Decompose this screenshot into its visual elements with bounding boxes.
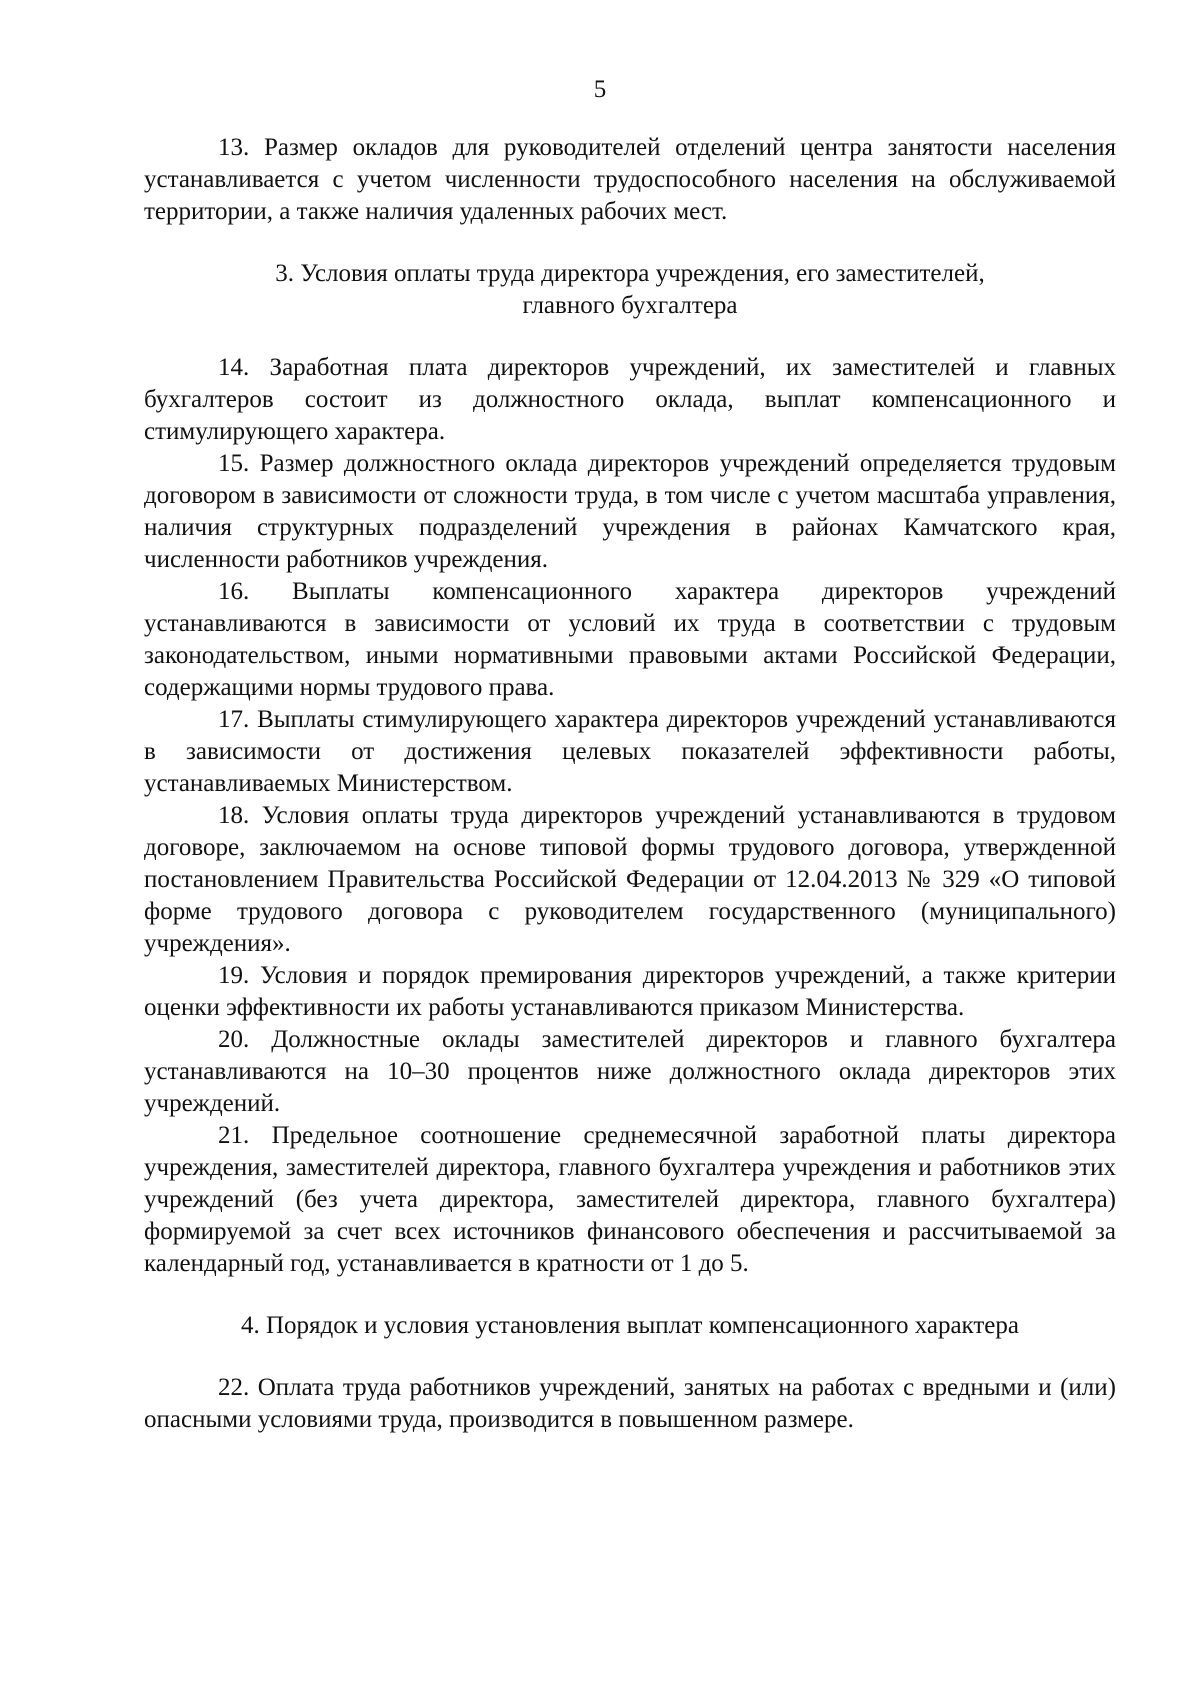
- paragraph-14: 14. Заработная плата директоров учреждений, их заместителей и главных бухгалтеров состоит из должностного оклада, выплат компенсационного и стимулирующего характера.: [144, 354, 1116, 445]
- section-3-heading-line-1: 3. Условия оплаты труда директора учреждения, его заместителей,: [275, 260, 985, 287]
- paragraph-15: 15. Размер должностного оклада директоров учреждений определяется трудовым договором в зависимости от сложности труда, в том числе с учетом масштаба управления, наличия структурных подразделений учреждения в районах Камчатского края, численности работников учреждения.: [144, 450, 1116, 573]
- page-number: 5: [593, 76, 607, 103]
- section-3-heading-line-2: главного бухгалтера: [522, 292, 738, 319]
- paragraph-21: 21. Предельное соотношение среднемесячной заработной платы директора учреждения, заместителей директора, главного бухгалтера учреждения и работников этих учреждений (без учета директора, заместителей директора, главного бухгалтера) формируемой за счет всех источников финансового обеспечения и рассчитываемой за календарный год, устанавливается в кратности от 1 до 5.: [144, 1122, 1116, 1277]
- paragraph-19: 19. Условия и порядок премирования директоров учреждений, а также критерии оценки эффективности их работы устанавливаются приказом Министерства.: [144, 962, 1116, 1021]
- paragraph-20: 20. Должностные оклады заместителей директоров и главного бухгалтера устанавливаются на 10–30 процентов ниже должностного оклада директоров этих учреждений.: [144, 1026, 1116, 1117]
- paragraph-22: 22. Оплата труда работников учреждений, занятых на работах с вредными и (или) опасными условиями труда, производится в повышенном размере.: [144, 1374, 1116, 1433]
- section-4-heading: 4. Порядок и условия установления выплат компенсационного характера: [240, 1312, 1019, 1339]
- paragraph-17: 17. Выплаты стимулирующего характера директоров учреждений устанавливаются в зависимости от достижения целевых показателей эффективности работы, устанавливаемых Министерством.: [144, 706, 1116, 797]
- paragraph-13: 13. Размер окладов для руководителей отделений центра занятости населения устанавливается с учетом численности трудоспособного населения на обслуживаемой территории, а также наличия удаленных рабочих мест.: [144, 134, 1116, 225]
- paragraph-18: 18. Условия оплаты труда директоров учреждений устанавливаются в трудовом договоре, заключаемом на основе типовой формы трудового договора, утвержденной постановлением Правительства Российской Федерации от 12.04.2013 № 329 «О типовой форме трудового договора с руководителем государственного (муниципального) учреждения».: [144, 802, 1116, 957]
- document-body: [144, 132, 1116, 1436]
- section-3-heading: [144, 258, 1116, 322]
- paragraph-16: 16. Выплаты компенсационного характера директоров учреждений устанавливаются в зависимости от условий их труда в соответствии с трудовым законодательством, иными нормативными правовыми актами Российской Федерации, содержащими нормы трудового права.: [144, 578, 1116, 701]
